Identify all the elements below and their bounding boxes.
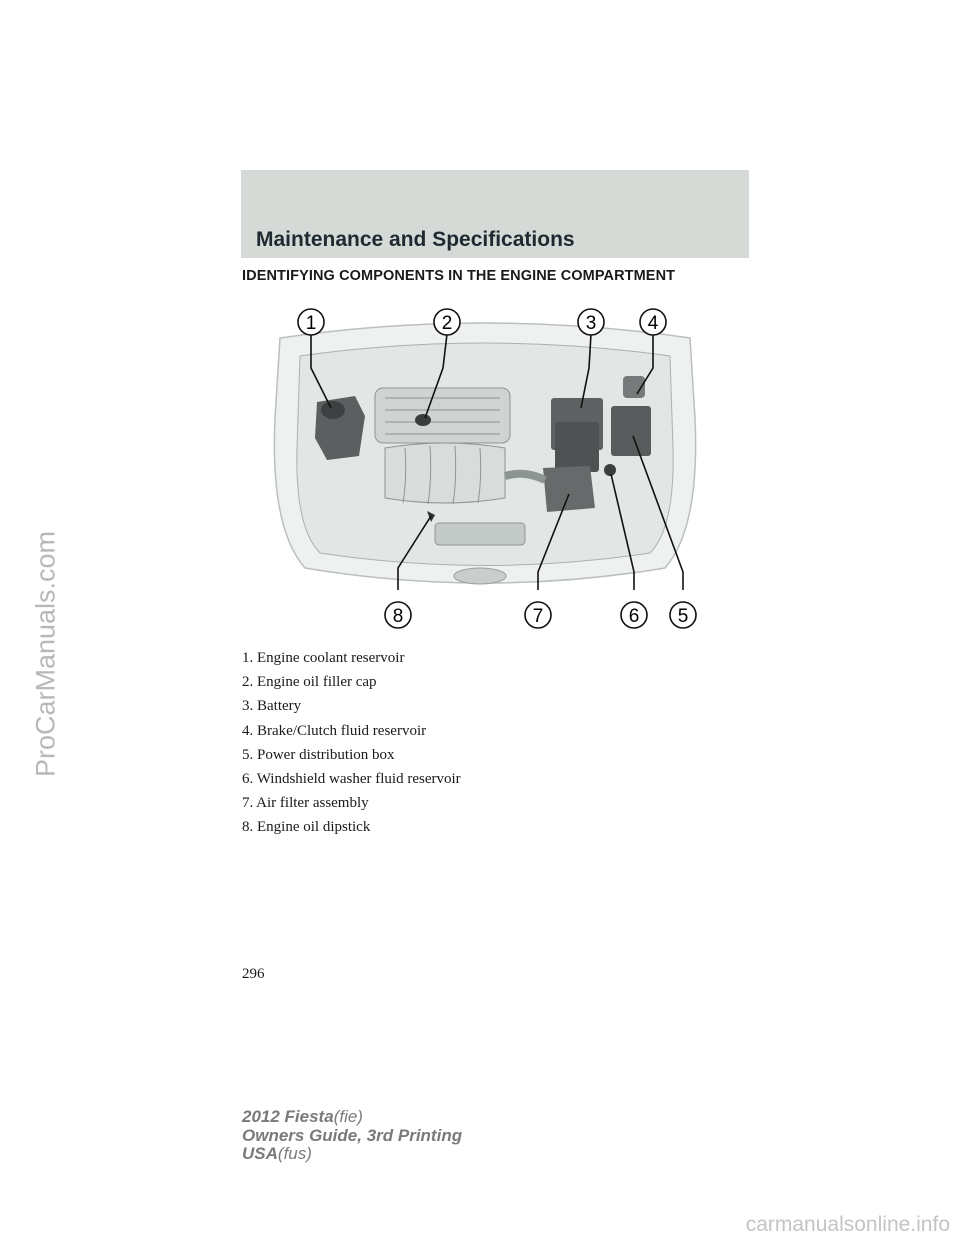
footer-line-guide xyxy=(242,1127,462,1146)
footer-model: 2012 Fiesta xyxy=(242,1107,334,1126)
svg-text:3: 3 xyxy=(585,313,597,334)
svg-text:7: 7 xyxy=(532,606,544,627)
page-heading: IDENTIFYING COMPONENTS IN THE ENGINE COMPARTMENT xyxy=(242,268,676,284)
svg-text:4: 4 xyxy=(647,313,659,334)
svg-text:6: 6 xyxy=(628,606,640,627)
legend-item: 8. Engine oil dipstick xyxy=(242,819,371,836)
legend-item: 5. Power distribution box xyxy=(242,746,395,763)
air-filter-shape xyxy=(543,466,595,512)
legend-item: 2. Engine oil filler cap xyxy=(242,674,377,691)
callout-6 xyxy=(621,602,647,628)
page-number: 296 xyxy=(242,966,265,982)
radiator-shape xyxy=(435,523,525,545)
engine-cover-shape xyxy=(375,388,510,443)
footer-guide: Owners Guide, 3rd Printing xyxy=(242,1125,463,1145)
washer-cap-shape xyxy=(604,464,616,476)
battery-tray-shape xyxy=(555,422,599,472)
bottom-watermark: carmanualsonline.info xyxy=(745,1213,950,1236)
footer-line-region xyxy=(242,1145,462,1164)
callout-7 xyxy=(525,602,551,628)
svg-text:8: 8 xyxy=(392,606,404,627)
legend-item: 4. Brake/Clutch fluid reservoir xyxy=(242,722,427,739)
callout-2 xyxy=(434,309,460,335)
legend-item: 7. Air filter assembly xyxy=(242,795,369,812)
legend-item: 3. Battery xyxy=(242,698,302,715)
footer-region: USA xyxy=(242,1144,278,1163)
svg-text:1: 1 xyxy=(305,313,317,334)
footer-line-model xyxy=(242,1108,462,1127)
oil-filler-cap-shape xyxy=(415,414,431,426)
coolant-cap-shape xyxy=(321,401,345,419)
side-watermark: ProCarManuals.com xyxy=(30,530,61,778)
legend-item: 6. Windshield washer fluid reservoir xyxy=(242,770,461,787)
callout-1 xyxy=(298,309,324,335)
engine-compartment-illustration xyxy=(255,298,715,638)
callout-4 xyxy=(640,309,666,335)
power-distribution-box-shape xyxy=(611,406,651,456)
svg-text:2: 2 xyxy=(441,313,453,334)
component-legend xyxy=(242,646,461,840)
engine-compartment-figure xyxy=(255,298,715,638)
front-emblem-shape xyxy=(454,568,506,584)
legend-item: 1. Engine coolant reservoir xyxy=(242,650,405,666)
callout-5 xyxy=(670,602,696,628)
document-footer xyxy=(242,1108,462,1164)
section-title: Maintenance and Specifications xyxy=(256,228,575,251)
footer-model-code: (fie) xyxy=(333,1107,363,1126)
callout-3 xyxy=(578,309,604,335)
callout-8 xyxy=(385,602,411,628)
svg-text:5: 5 xyxy=(677,606,689,627)
footer-region-code: (fus) xyxy=(277,1144,312,1163)
intake-manifold-shape xyxy=(385,443,505,503)
